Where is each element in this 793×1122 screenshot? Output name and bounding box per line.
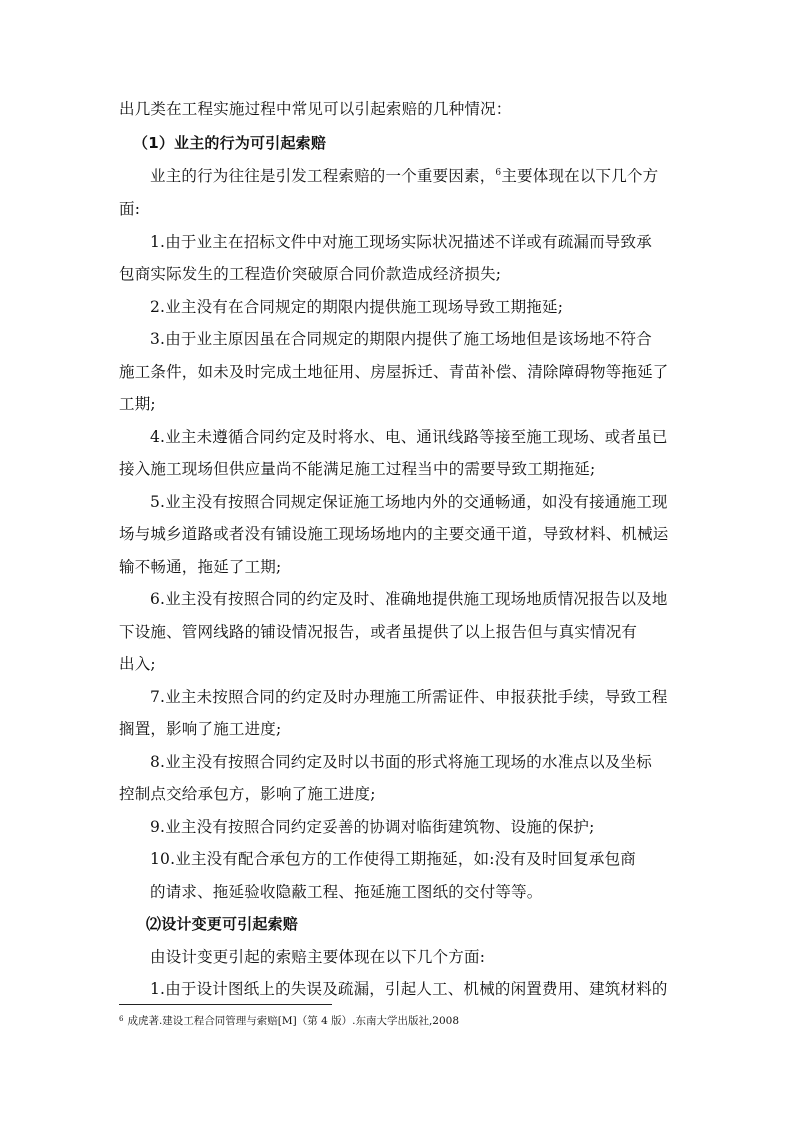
paragraph-line: 8.业主没有按照合同约定及时以书面的形式将施工现场的水准点以及坐标 <box>150 753 652 771</box>
paragraph-line: 10.业主没有配合承包方的工作使得工期拖延，如:没有及时回复承包商 <box>150 850 636 868</box>
paragraph-line: 出几类在工程实施过程中常见可以引起索赔的几种情况： <box>119 100 512 118</box>
paragraph-line: 控制点交给承包方，影响了施工进度; <box>119 785 376 803</box>
paragraph-line: 的请求、拖延验收隐蔽工程、拖延施工图纸的交付等等。 <box>150 883 543 901</box>
paragraph-line: 6.业主没有按照合同的约定及时、准确地提供施工现场地质情况报告以及地 <box>150 590 668 608</box>
paragraph-line <box>150 166 680 186</box>
paragraph-line: 出入; <box>119 655 156 673</box>
paragraph-line: 1.由于业主在招标文件中对施工现场实际状况描述不详或有疏漏而导致承 <box>150 233 652 251</box>
paragraph-text: 业主的行为往往是引发工程索赔的一个重要因素， <box>150 167 496 185</box>
paragraph-line: 9.业主没有按照合同约定妥善的协调对临街建筑物、设施的保护; <box>150 818 595 836</box>
footnote <box>119 1012 459 1028</box>
footnote-text: 成虎著.建设工程合同管理与索赔[M]（第 4 版）.东南大学出版社,2008 <box>127 1015 460 1027</box>
footnote-reference[interactable]: 6 <box>495 168 502 178</box>
paragraph-line: 输不畅通，拖延了工期; <box>119 558 282 576</box>
paragraph-line: 面: <box>119 200 141 218</box>
section-heading: ⑵设计变更可引起索赔 <box>146 915 299 933</box>
paragraph-line: 1.由于设计图纸上的失误及疏漏，引起人工、机械的闲置费用、建筑材料的 <box>150 980 668 998</box>
paragraph-line: 施工条件，如未及时完成土地征用、房屋拆迁、青苗补偿、清除障碍物等拖延了 <box>119 363 669 381</box>
paragraph-line: 工期; <box>119 395 156 413</box>
paragraph-line: 场与城乡道路或者没有铺设施工现场场地内的主要交通干道，导致材料、机械运 <box>119 525 669 543</box>
paragraph-line: 包商实际发生的工程造价突破原合同价款造成经济损失; <box>119 265 502 283</box>
paragraph-line: 2.业主没有在合同规定的期限内提供施工现场导致工期拖延; <box>150 298 564 316</box>
paragraph-line: 5.业主没有按照合同规定保证施工场地内外的交通畅通，如没有接通施工现 <box>150 493 668 511</box>
footnote-marker: 6 <box>119 1015 124 1023</box>
paragraph-line: 下设施、管网线路的铺设情况报告，或者虽提供了以上报告但与真实情况有 <box>119 623 638 641</box>
footnote-separator <box>119 1004 332 1005</box>
paragraph-line: 7.业主未按照合同的约定及时办理施工所需证件、申报获批手续，导致工程 <box>150 688 668 706</box>
paragraph-line: 由设计变更引起的索赔主要体现在以下几个方面: <box>150 948 486 966</box>
paragraph-line: 4.业主未遵循合同约定及时将水、电、通讯线路等接至施工现场、或者虽已 <box>150 428 668 446</box>
section-heading: （1）业主的行为可引起索赔 <box>133 134 327 152</box>
paragraph-line: 搁置，影响了施工进度; <box>119 720 282 738</box>
paragraph-line: 接入施工现场但供应量尚不能满足施工过程当中的需要导致工期拖延; <box>119 460 596 478</box>
paragraph-text: 主要体现在以下几个方 <box>501 167 659 185</box>
paragraph-line: 3.由于业主原因虽在合同规定的期限内提供了施工场地但是该场地不符合 <box>150 330 652 348</box>
